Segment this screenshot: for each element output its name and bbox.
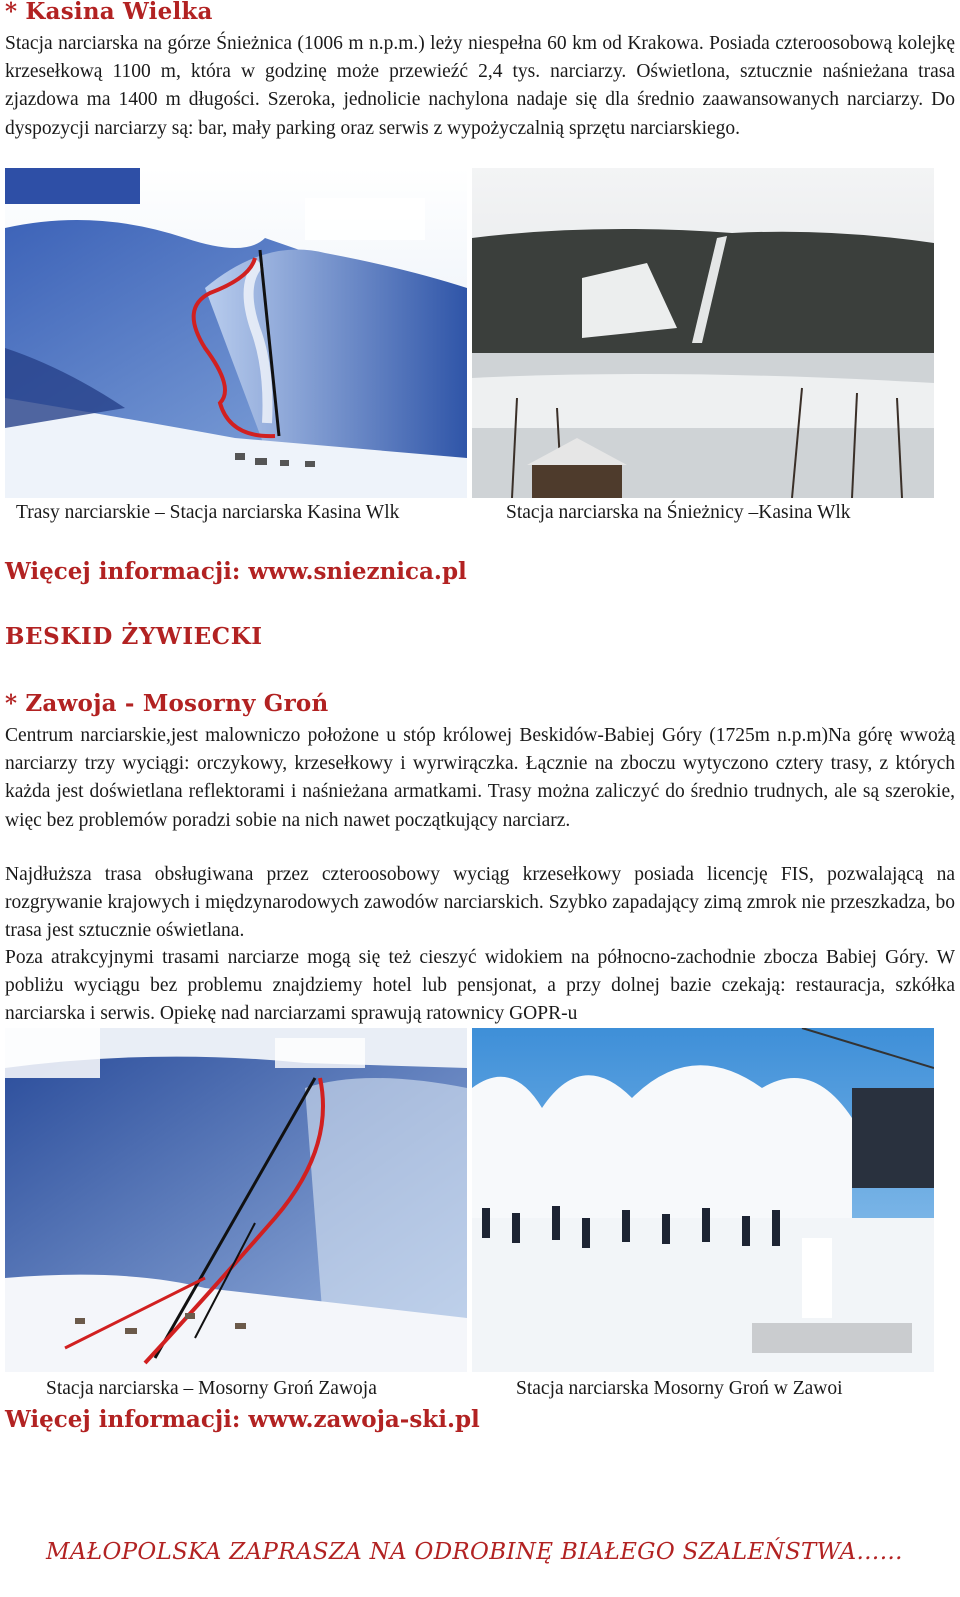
kasina-description: Stacja narciarska na górze Śnieżnica (1006 m n.p.m.) leży niespełna 60 km od Krakowa. Posiada czteroosobową kolejkę krzesełkową 1100 m, która w godzinę może przewieźć 2,4 tys. narciarzy. Oświetlona, sztucznie naśnieżana trasa zjazdowa ma 1400 m długości. Szeroka, jednolicie nachylona nadaje się dla średnio zaawansowanych narciarzy. Do dyspozycji narciarzy są: bar, mały parking oraz serwis z wypożyczalnią sprzętu narciarskiego. xyxy=(5,33,955,139)
kasina-station-photo xyxy=(472,168,934,498)
zawoja-paragraph-1: Centrum narciarskie,jest malowniczo położone u stóp królowej Beskidów-Babiej Góry (1725m n.p.m)Na górę wwożą narciarzy trzy wyciągi: orczykowy, krzesełkowy i wyrwirączka. Łącznie na zboczu wytyczono cztery trasy, z których każda jest doświetlana reflektorami i naśnieżana armatkami. Trasy można zaliczyć do średnio trudnych, ale są szerokie, więc bez problemów poradzi sobie na nich nawet początkujący narciarz. xyxy=(5,725,955,831)
kasina-map-caption: Trasy narciarskie – Stacja narciarska Kasina Wlk xyxy=(16,502,400,523)
kasina-trail-map-image xyxy=(5,168,467,498)
footer-slogan: MAŁOPOLSKA ZAPRASZA NA ODROBINĘ BIAŁEGO SZALEŃSTWA…… xyxy=(46,1539,903,1565)
zawoja-map-caption: Stacja narciarska – Mosorny Groń Zawoja xyxy=(46,1378,377,1399)
zawoja-heading: * Zawoja - Mosorny Groń xyxy=(5,690,329,717)
kasina-photo-caption: Stacja narciarska na Śnieżnicy –Kasina Wlk xyxy=(506,502,851,523)
zawoja-station-photo xyxy=(472,1028,934,1372)
zawoja-paragraph-3: Poza atrakcyjnymi trasami narciarze mogą się też cieszyć widokiem na północno-zachodnie zbocza Babiej Góry. W pobliżu wyciągu bez problemu znajdziemy hotel lub pensjonat, a przy dolnej bazie czekają: restauracja, szkółka narciarska i serwis. Opiekę nad narciarzami sprawują ratownicy GOPR-u xyxy=(5,947,955,1025)
kasina-heading: * Kasina Wielka xyxy=(5,0,213,25)
region-heading: BESKID ŻYWIECKI xyxy=(5,623,263,650)
kasina-more-info-link[interactable]: Więcej informacji: www.snieznica.pl xyxy=(5,558,467,585)
zawoja-paragraph-2: Najdłuższa trasa obsługiwana przez czteroosobowy wyciąg krzesełkowy posiada licencję FIS, pozwalającą na rozgrywanie krajowych i międzynarodowych zawodów narciarskich. Szybko zapadający zimą zmrok nie przeszkadza, bo trasa jest sztucznie oświetlana. xyxy=(5,864,955,942)
zawoja-trail-map-image xyxy=(5,1028,467,1372)
zawoja-more-info-link[interactable]: Więcej informacji: www.zawoja-ski.pl xyxy=(5,1406,480,1433)
zawoja-photo-caption: Stacja narciarska Mosorny Groń w Zawoi xyxy=(516,1378,843,1399)
